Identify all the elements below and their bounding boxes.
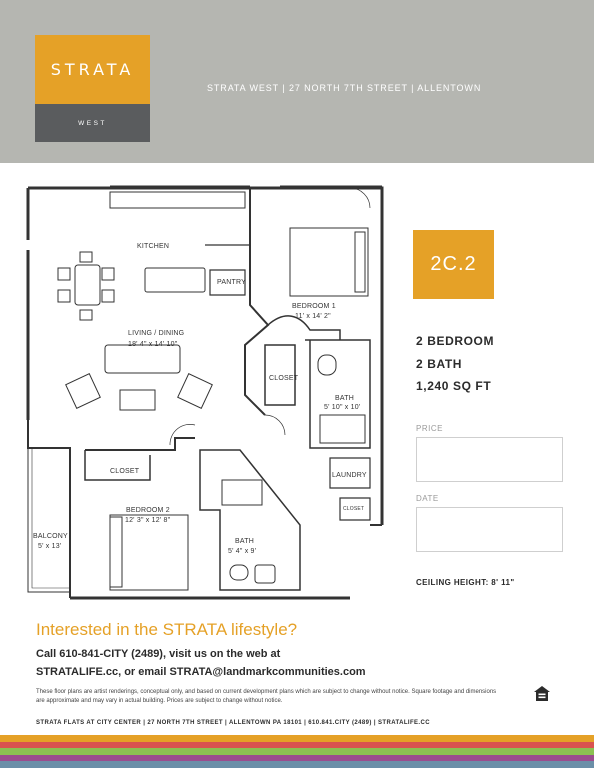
stripe-2 — [0, 748, 594, 755]
label-balcony: BALCONY — [33, 533, 68, 540]
label-living: LIVING / DINING — [128, 330, 185, 337]
spec-area: 1,240 SQ FT — [416, 379, 492, 393]
label-closet2: CLOSET — [110, 468, 140, 475]
strata-logo — [35, 35, 150, 104]
disclaimer: These floor plans are artist renderings, conceptual only, and based on current development plans which are subject to change without notice. Square footage and dimensions are approximate and may vary in actual building. Prices are subject to change without notice. — [36, 689, 497, 704]
unit-specs — [416, 330, 494, 398]
stripe-3 — [0, 755, 594, 762]
price-label: PRICE — [416, 424, 443, 433]
label-kitchen: KITCHEN — [137, 243, 170, 250]
label-bath1: BATH — [335, 395, 354, 402]
logo-sub-block — [35, 104, 150, 142]
label-bedroom2-dims: 12' 3" x 12' 8" — [125, 517, 171, 524]
cta-headline: Interested in the STRATA lifestyle? — [36, 620, 298, 639]
label-bath2: BATH — [235, 538, 254, 545]
cta-line1: Call 610-841-CITY (2489), visit us on the web at — [36, 648, 281, 660]
ceiling-height: CEILING HEIGHT: 8' 11" — [416, 578, 515, 587]
label-pantry: PANTRY — [217, 279, 246, 286]
date-label: DATE — [416, 494, 439, 503]
label-bedroom2: BEDROOM 2 — [126, 507, 170, 514]
label-bath2-dims: 5' 4" x 9' — [228, 548, 257, 555]
label-closet1: CLOSET — [269, 375, 299, 382]
header-address: STRATA WEST | 27 NORTH 7TH STREET | ALLENTOWN — [207, 83, 482, 93]
label-bedroom1-dims: 11' x 14' 2" — [295, 313, 331, 320]
logo-sub: WEST — [78, 119, 107, 127]
stripe-0 — [0, 735, 594, 742]
label-closet-small: CLOSET — [343, 506, 365, 512]
unit-badge — [413, 230, 494, 299]
stripe-1 — [0, 742, 594, 749]
floor-plan — [10, 180, 390, 612]
label-bath1-dims: 5' 10" x 10' — [324, 404, 361, 411]
label-laundry: LAUNDRY — [332, 472, 367, 479]
spec-baths: 2 BATH — [416, 356, 463, 371]
cta-line2: STRATALIFE.cc, or email STRATA@landmarkcommunities.com — [36, 666, 366, 678]
equal-housing-icon — [533, 685, 551, 703]
spec-bedrooms: 2 BEDROOM — [416, 334, 495, 348]
date-box — [416, 507, 563, 552]
unit-code: 2C.2 — [430, 253, 477, 275]
footer-address: STRATA FLATS AT CITY CENTER | 27 NORTH 7TH STREET | ALLENTOWN PA 18101 | 610.841.CITY (2489) | STRATALIFE.CC — [36, 720, 430, 726]
color-stripes — [0, 735, 594, 768]
price-box — [416, 437, 563, 482]
label-living-dims: 18' 4" x 14' 10" — [128, 341, 178, 348]
logo-word: STRATA — [50, 60, 135, 79]
label-bedroom1: BEDROOM 1 — [292, 303, 336, 310]
header-band — [0, 0, 594, 163]
label-balcony-dims: 5' x 13' — [38, 543, 62, 550]
stripe-4 — [0, 761, 594, 768]
